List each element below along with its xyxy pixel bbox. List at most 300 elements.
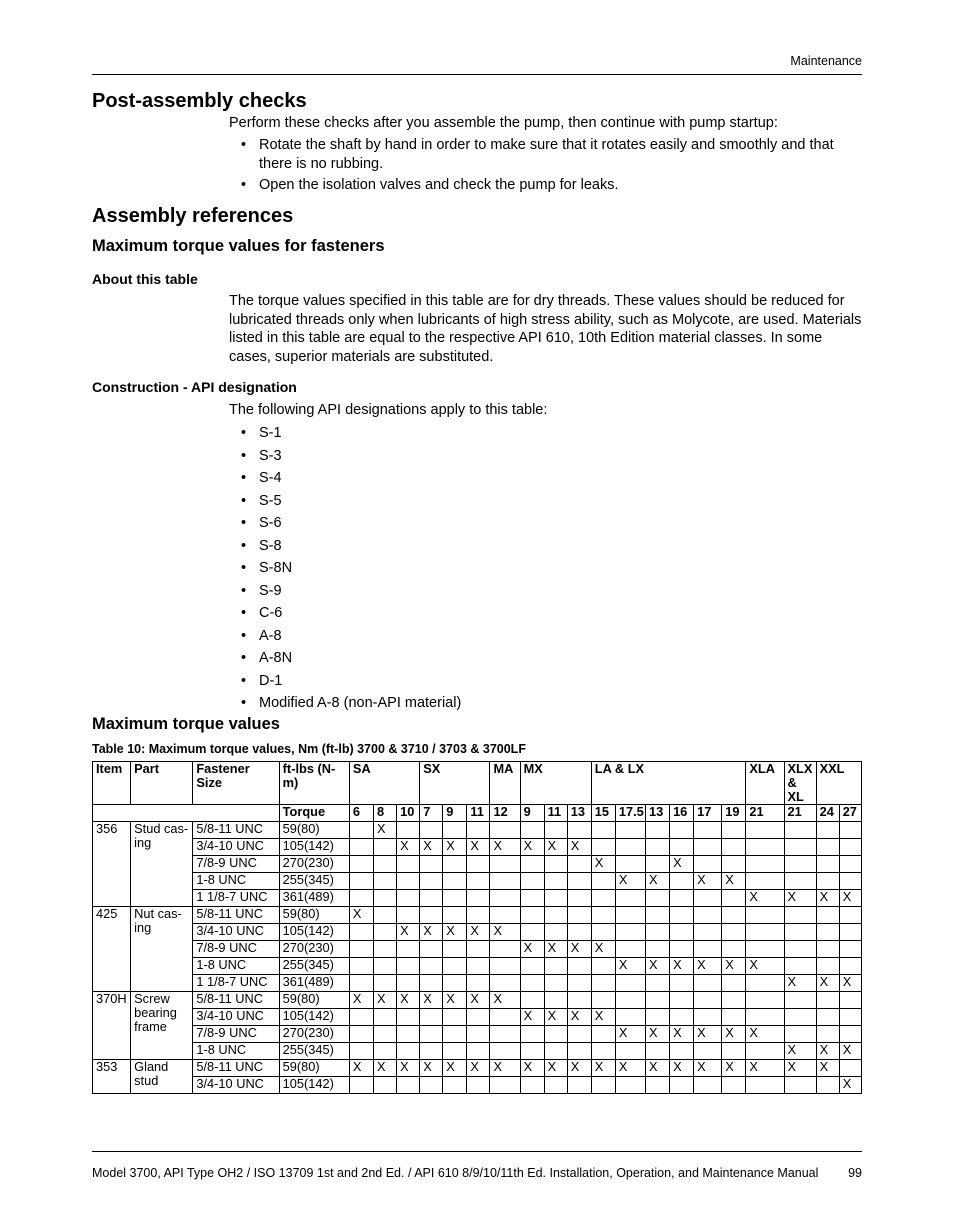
item-cell: 425 [93, 907, 131, 992]
mark-cell [615, 1077, 645, 1094]
list-item: • D-1 [241, 672, 862, 695]
mark-cell [591, 822, 615, 839]
mark-cell [520, 924, 544, 941]
size-header: 12 [490, 805, 520, 822]
mark-cell [397, 975, 420, 992]
col-xlx-xl: XLX & XL [784, 762, 816, 805]
list-item: • Modified A-8 (non-API material) [241, 694, 862, 717]
mark-cell [420, 1009, 443, 1026]
mark-cell [397, 873, 420, 890]
mark-cell [467, 907, 490, 924]
size-header: 19 [722, 805, 746, 822]
mark-cell [490, 890, 520, 907]
mark-cell [349, 1043, 373, 1060]
mark-cell: X [520, 839, 544, 856]
col-torque: Torque [279, 805, 349, 822]
list-item: • S-3 [241, 447, 862, 470]
mark-cell: X [645, 958, 669, 975]
mark-cell [615, 856, 645, 873]
fastener-cell: 3/4-10 UNC [193, 924, 279, 941]
torque-cell: 270(230) [279, 856, 349, 873]
mark-cell [349, 856, 373, 873]
assembly-references-heading: Assembly references [92, 205, 294, 227]
mark-cell [420, 856, 443, 873]
mark-cell [746, 975, 784, 992]
mark-cell [591, 1026, 615, 1043]
mark-cell [670, 1077, 694, 1094]
mark-cell [670, 992, 694, 1009]
post-assembly-list [241, 136, 862, 195]
mark-cell [694, 856, 722, 873]
mark-cell [694, 941, 722, 958]
col-la-lx: LA & LX [591, 762, 746, 805]
mark-cell [349, 924, 373, 941]
col-fastener: Fastener Size [193, 762, 279, 805]
mark-cell: X [645, 1060, 669, 1077]
mark-cell: X [467, 1060, 490, 1077]
mark-cell: X [490, 992, 520, 1009]
mark-cell: X [544, 839, 567, 856]
mark-cell [816, 924, 839, 941]
mark-cell [670, 822, 694, 839]
mark-cell: X [397, 839, 420, 856]
mark-cell: X [746, 890, 784, 907]
mark-cell: X [670, 856, 694, 873]
list-item: • S-8N [241, 559, 862, 582]
mark-cell [374, 1077, 397, 1094]
mark-cell: X [520, 1009, 544, 1026]
mark-cell [694, 1009, 722, 1026]
col-ftlbs: ft-lbs (N-m) [279, 762, 349, 805]
size-header: 21 [746, 805, 784, 822]
mark-cell [645, 907, 669, 924]
mark-cell: X [839, 975, 861, 992]
mark-cell: X [349, 1060, 373, 1077]
mark-cell: X [746, 1026, 784, 1043]
mark-cell: X [645, 1026, 669, 1043]
torque-cell: 105(142) [279, 839, 349, 856]
page-number: 99 [848, 1166, 862, 1180]
col-mx: MX [520, 762, 591, 805]
mark-cell: X [591, 856, 615, 873]
mark-cell [467, 1077, 490, 1094]
mark-cell: X [784, 890, 816, 907]
mark-cell: X [746, 958, 784, 975]
size-header: 21 [784, 805, 816, 822]
mark-cell [839, 822, 861, 839]
mark-cell: X [694, 873, 722, 890]
mark-cell [544, 992, 567, 1009]
mark-cell [670, 839, 694, 856]
mark-cell [694, 822, 722, 839]
mark-cell: X [591, 941, 615, 958]
mark-cell [645, 839, 669, 856]
mark-cell [490, 873, 520, 890]
mark-cell [722, 1009, 746, 1026]
list-item: • S-8 [241, 537, 862, 560]
mark-cell: X [490, 1060, 520, 1077]
mark-cell: X [784, 1043, 816, 1060]
torque-table [92, 761, 862, 1094]
mark-cell: X [816, 1060, 839, 1077]
table-row [93, 941, 862, 958]
construction-intro: The following API designations apply to this table: [229, 402, 548, 418]
mark-cell [443, 856, 467, 873]
mark-cell: X [490, 839, 520, 856]
mark-cell: X [670, 1060, 694, 1077]
about-table-text: The torque values specified in this table are for dry threads. These values should be reduced for lubricated threads only when lubricants of high stress ability, such as Molycote, are used. Materials listed in this table are equal to the respective API 610, 10th Edition material classes. In some cases, superior materials are substituted. [229, 293, 862, 366]
mark-cell [784, 924, 816, 941]
mark-cell [397, 941, 420, 958]
mark-cell: X [567, 1009, 591, 1026]
mark-cell [544, 975, 567, 992]
fastener-cell: 3/4-10 UNC [193, 839, 279, 856]
mark-cell [722, 907, 746, 924]
torque-cell: 105(142) [279, 1009, 349, 1026]
fastener-cell: 7/8-9 UNC [193, 1026, 279, 1043]
mark-cell: X [567, 1060, 591, 1077]
mark-cell [443, 907, 467, 924]
table-caption: Table 10: Maximum torque values, Nm (ft-lb) 3700 & 3710 / 3703 & 3700LF [92, 742, 526, 756]
mark-cell [520, 1026, 544, 1043]
torque-fasteners-heading: Maximum torque values for fasteners [92, 237, 385, 255]
size-header: 17 [694, 805, 722, 822]
mark-cell [784, 992, 816, 1009]
mark-cell [467, 975, 490, 992]
list-item: • A-8 [241, 627, 862, 650]
mark-cell [816, 873, 839, 890]
mark-cell [722, 890, 746, 907]
torque-cell: 255(345) [279, 1043, 349, 1060]
mark-cell [645, 822, 669, 839]
mark-cell [520, 975, 544, 992]
mark-cell [490, 856, 520, 873]
mark-cell [397, 1009, 420, 1026]
mark-cell [544, 1043, 567, 1060]
mark-cell [467, 1026, 490, 1043]
mark-cell [694, 975, 722, 992]
mark-cell [374, 941, 397, 958]
mark-cell [443, 975, 467, 992]
fastener-cell: 7/8-9 UNC [193, 941, 279, 958]
mark-cell [746, 873, 784, 890]
mark-cell: X [784, 1060, 816, 1077]
fastener-cell: 1 1/8-7 UNC [193, 890, 279, 907]
mark-cell [645, 975, 669, 992]
list-item: • S-5 [241, 492, 862, 515]
mark-cell [645, 992, 669, 1009]
torque-cell: 59(80) [279, 822, 349, 839]
mark-cell [615, 992, 645, 1009]
mark-cell [567, 958, 591, 975]
max-torque-heading: Maximum torque values [92, 715, 280, 733]
mark-cell [567, 890, 591, 907]
about-table-heading: About this table [92, 271, 198, 287]
mark-cell [722, 856, 746, 873]
mark-cell [420, 941, 443, 958]
mark-cell [420, 873, 443, 890]
table-row [93, 822, 862, 839]
mark-cell [694, 1043, 722, 1060]
mark-cell [816, 907, 839, 924]
fastener-cell: 1 1/8-7 UNC [193, 975, 279, 992]
mark-cell: X [420, 1060, 443, 1077]
table-row [93, 1026, 862, 1043]
mark-cell [420, 822, 443, 839]
mark-cell [839, 992, 861, 1009]
mark-cell [467, 1043, 490, 1060]
mark-cell [544, 822, 567, 839]
mark-cell [839, 1026, 861, 1043]
mark-cell [443, 873, 467, 890]
mark-cell [722, 822, 746, 839]
mark-cell [615, 1009, 645, 1026]
mark-cell: X [467, 839, 490, 856]
mark-cell [784, 856, 816, 873]
mark-cell: X [544, 1060, 567, 1077]
mark-cell [645, 1077, 669, 1094]
mark-cell [544, 907, 567, 924]
mark-cell [784, 822, 816, 839]
fastener-cell: 5/8-11 UNC [193, 1060, 279, 1077]
mark-cell [816, 992, 839, 1009]
mark-cell [784, 1077, 816, 1094]
torque-cell: 59(80) [279, 1060, 349, 1077]
mark-cell [746, 924, 784, 941]
size-header: 8 [374, 805, 397, 822]
fastener-cell: 7/8-9 UNC [193, 856, 279, 873]
mark-cell [544, 873, 567, 890]
mark-cell: X [443, 924, 467, 941]
fastener-cell: 5/8-11 UNC [193, 992, 279, 1009]
mark-cell: X [839, 1043, 861, 1060]
mark-cell [722, 1077, 746, 1094]
col-part: Part [131, 762, 193, 805]
mark-cell [349, 839, 373, 856]
mark-cell [615, 890, 645, 907]
list-item: • S-4 [241, 469, 862, 492]
subheader-blank [93, 805, 280, 822]
list-item: • Open the isolation valves and check the pump for leaks. [241, 176, 862, 195]
mark-cell [490, 907, 520, 924]
mark-cell [746, 941, 784, 958]
mark-cell [467, 1009, 490, 1026]
size-header: 6 [349, 805, 373, 822]
mark-cell [746, 839, 784, 856]
mark-cell [722, 975, 746, 992]
item-cell: 370H [93, 992, 131, 1060]
mark-cell [443, 1026, 467, 1043]
list-item: • S-6 [241, 514, 862, 537]
mark-cell [420, 958, 443, 975]
mark-cell: X [544, 1009, 567, 1026]
mark-cell [694, 890, 722, 907]
mark-cell [467, 822, 490, 839]
mark-cell [443, 890, 467, 907]
mark-cell: X [374, 1060, 397, 1077]
table-header-row [93, 762, 862, 805]
mark-cell [544, 924, 567, 941]
mark-cell [784, 1026, 816, 1043]
mark-cell [520, 907, 544, 924]
mark-cell [349, 873, 373, 890]
table-row [93, 1060, 862, 1077]
mark-cell: X [420, 839, 443, 856]
mark-cell [490, 1009, 520, 1026]
mark-cell: X [816, 975, 839, 992]
mark-cell [467, 856, 490, 873]
torque-cell: 59(80) [279, 907, 349, 924]
mark-cell [694, 839, 722, 856]
mark-cell [374, 1026, 397, 1043]
mark-cell [746, 1043, 784, 1060]
mark-cell: X [784, 975, 816, 992]
mark-cell [670, 975, 694, 992]
list-item: • S-1 [241, 424, 862, 447]
running-header: Maintenance [790, 54, 862, 68]
mark-cell [645, 924, 669, 941]
mark-cell: X [397, 1060, 420, 1077]
mark-cell [746, 1077, 784, 1094]
mark-cell [567, 873, 591, 890]
mark-cell [784, 958, 816, 975]
post-assembly-heading: Post-assembly checks [92, 90, 307, 112]
mark-cell [816, 856, 839, 873]
mark-cell [420, 1043, 443, 1060]
table-row [93, 1077, 862, 1094]
part-cell: Screw bearing frame [131, 992, 193, 1060]
mark-cell [722, 839, 746, 856]
mark-cell [544, 856, 567, 873]
mark-cell [397, 958, 420, 975]
mark-cell: X [615, 1060, 645, 1077]
col-xla: XLA [746, 762, 784, 805]
mark-cell [544, 890, 567, 907]
mark-cell [615, 839, 645, 856]
mark-cell [397, 1077, 420, 1094]
mark-cell: X [694, 1060, 722, 1077]
fastener-cell: 5/8-11 UNC [193, 907, 279, 924]
mark-cell [746, 856, 784, 873]
mark-cell [746, 822, 784, 839]
fastener-cell: 1-8 UNC [193, 1043, 279, 1060]
mark-cell: X [397, 992, 420, 1009]
mark-cell [520, 822, 544, 839]
mark-cell: X [591, 1009, 615, 1026]
torque-cell: 105(142) [279, 1077, 349, 1094]
mark-cell [591, 1077, 615, 1094]
mark-cell [520, 958, 544, 975]
torque-cell: 270(230) [279, 941, 349, 958]
mark-cell [645, 1009, 669, 1026]
mark-cell: X [591, 1060, 615, 1077]
mark-cell [397, 890, 420, 907]
mark-cell [615, 1043, 645, 1060]
mark-cell [490, 1026, 520, 1043]
api-designation-list [241, 424, 862, 717]
mark-cell [443, 941, 467, 958]
mark-cell [567, 1043, 591, 1060]
mark-cell: X [443, 1060, 467, 1077]
mark-cell [670, 924, 694, 941]
mark-cell [670, 890, 694, 907]
mark-cell [816, 1077, 839, 1094]
part-cell: Stud cas-ing [131, 822, 193, 907]
mark-cell [520, 873, 544, 890]
mark-cell [615, 924, 645, 941]
mark-cell [670, 941, 694, 958]
mark-cell [520, 1043, 544, 1060]
size-header: 27 [839, 805, 861, 822]
list-item: • C-6 [241, 604, 862, 627]
size-header: 11 [544, 805, 567, 822]
table-row [93, 856, 862, 873]
table-row [93, 1043, 862, 1060]
mark-cell: X [567, 941, 591, 958]
mark-cell [645, 856, 669, 873]
table-subheader-row [93, 805, 862, 822]
mark-cell: X [694, 1026, 722, 1043]
mark-cell [615, 941, 645, 958]
mark-cell [420, 890, 443, 907]
mark-cell [591, 924, 615, 941]
mark-cell: X [670, 1026, 694, 1043]
mark-cell [420, 907, 443, 924]
torque-cell: 361(489) [279, 975, 349, 992]
torque-cell: 59(80) [279, 992, 349, 1009]
mark-cell: X [839, 890, 861, 907]
header-rule [92, 74, 862, 75]
mark-cell [816, 1009, 839, 1026]
mark-cell: X [520, 1060, 544, 1077]
fastener-cell: 3/4-10 UNC [193, 1077, 279, 1094]
mark-cell [784, 873, 816, 890]
mark-cell [670, 1009, 694, 1026]
size-header: 10 [397, 805, 420, 822]
mark-cell [722, 941, 746, 958]
mark-cell [694, 1077, 722, 1094]
mark-cell: X [746, 1060, 784, 1077]
footer-rule [92, 1151, 862, 1152]
fastener-cell: 3/4-10 UNC [193, 1009, 279, 1026]
table-row [93, 958, 862, 975]
mark-cell [567, 1077, 591, 1094]
mark-cell [784, 941, 816, 958]
mark-cell [443, 822, 467, 839]
col-xxl: XXL [816, 762, 861, 805]
footer-text: Model 3700, API Type OH2 / ISO 13709 1st and 2nd Ed. / API 610 8/9/10/11th Ed. Installation, Operation, and Maintenance Manual [92, 1166, 819, 1180]
mark-cell [490, 822, 520, 839]
fastener-cell: 5/8-11 UNC [193, 822, 279, 839]
mark-cell [397, 1026, 420, 1043]
mark-cell [591, 1043, 615, 1060]
mark-cell: X [722, 1026, 746, 1043]
mark-cell: X [490, 924, 520, 941]
mark-cell [615, 822, 645, 839]
size-header: 7 [420, 805, 443, 822]
mark-cell [374, 1043, 397, 1060]
mark-cell [567, 856, 591, 873]
table-row [93, 839, 862, 856]
mark-cell [443, 958, 467, 975]
table-row [93, 975, 862, 992]
mark-cell [443, 1043, 467, 1060]
mark-cell [567, 1026, 591, 1043]
mark-cell [397, 822, 420, 839]
mark-cell: X [349, 992, 373, 1009]
mark-cell [839, 1009, 861, 1026]
mark-cell: X [615, 958, 645, 975]
